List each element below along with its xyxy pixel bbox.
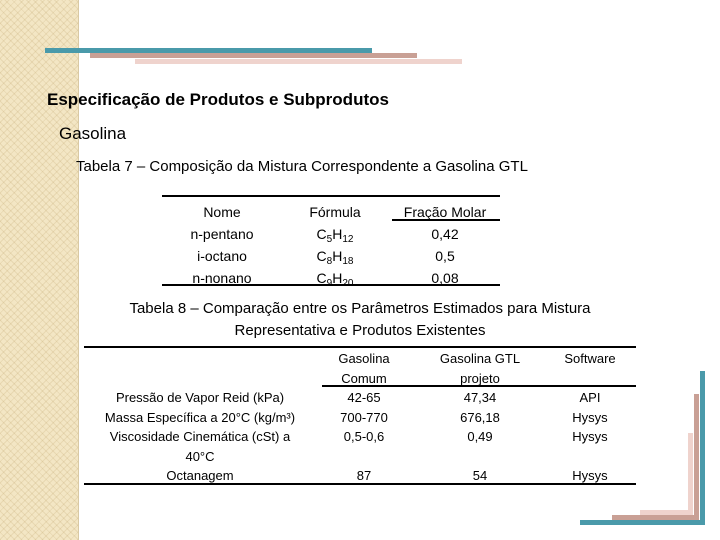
table8-cell-gtl: 0,49 xyxy=(467,429,493,444)
table8-cell-param: Pressão de Vapor Reid (kPa) xyxy=(115,390,285,405)
decorative-left-band xyxy=(0,0,79,540)
table7-cell-name: n-nonano xyxy=(192,270,252,286)
table7-col-name xyxy=(172,201,272,289)
table7-caption: Tabela 7 – Composição da Mistura Correspondente a Gasolina GTL xyxy=(76,158,528,175)
table7-cell-fraction: 0,42 xyxy=(431,226,459,242)
table7-header-name: Nome xyxy=(203,204,241,220)
table7-col-formula xyxy=(290,201,380,289)
table7-cell-fraction: 0,5 xyxy=(435,248,455,264)
decorative-bar-teal-bottom xyxy=(580,520,705,525)
decorative-vbar-pink-right xyxy=(688,433,693,515)
table8-cell-comum: 700-770 xyxy=(340,409,388,425)
decorative-vbar-teal-right xyxy=(700,371,705,525)
table8-rule-top xyxy=(84,346,636,348)
decorative-bar-rose-top xyxy=(90,53,417,58)
table8-cell-param-cont: 40°C xyxy=(185,448,215,464)
table8-header-gtl xyxy=(425,349,535,388)
table8-caption xyxy=(80,298,640,342)
table7-cell-name: i-octano xyxy=(197,248,247,264)
table8-cell-software: Hysys xyxy=(572,429,608,444)
table8-cell-param: Massa Específica a 20°C (kg/m³) xyxy=(104,409,296,425)
table8-header-gtl-line2: projeto xyxy=(460,370,500,386)
table8-cell-software: API xyxy=(579,390,601,405)
table8-caption-line2: Representativa e Produtos Existentes xyxy=(234,322,486,339)
table8-header-gtl-line1: Gasolina GTL xyxy=(439,351,521,366)
table8-header-comum-line1: Gasolina xyxy=(338,351,390,366)
table7-cell-formula: $C_9H_{20}$ xyxy=(316,270,354,289)
table8-caption-line1: Tabela 8 – Comparação entre os Parâmetros Estimados para Mistura xyxy=(129,300,591,317)
table8-col-comum xyxy=(319,388,409,486)
table8-col-software xyxy=(550,388,630,486)
table7-cell-formula: $C_5H_{12}$ xyxy=(316,226,354,245)
table8-cell-software: Hysys xyxy=(572,468,608,483)
table7-cell-name: n-pentano xyxy=(190,226,254,242)
table8-cell-comum: 0,5-0,6 xyxy=(343,429,385,444)
table7-cell-fraction: 0,08 xyxy=(431,270,459,286)
section-title: Gasolina xyxy=(59,124,127,143)
decorative-bar-rose-bottom xyxy=(612,515,699,520)
table7-header-fraction: Fração Molar xyxy=(403,204,487,220)
table8-col-param xyxy=(84,388,316,486)
decorative-vbar-rose-right xyxy=(694,394,699,520)
table8-header-software: Software xyxy=(564,351,616,366)
table8-cell-comum: 42-65 xyxy=(347,390,381,405)
table8-cell-param: Octanagem xyxy=(166,468,234,483)
table8-header-comum xyxy=(319,349,409,388)
table8-cell-gtl: 47,34 xyxy=(463,390,497,405)
table7-col-fraction xyxy=(390,201,500,289)
table8-cell-gtl: 54 xyxy=(472,468,488,483)
table8-header-comum-line2: Comum xyxy=(341,370,387,386)
table7-rule-top xyxy=(162,195,500,197)
page-title: Especificação de Produtos e Subprodutos xyxy=(47,90,389,109)
table8-cell-gtl: 676,18 xyxy=(460,409,500,425)
table7-header-formula: Fórmula xyxy=(309,204,361,220)
table8-cell-comum: 87 xyxy=(356,468,372,483)
table7-cell-formula: $C_8H_{18}$ xyxy=(316,248,354,267)
table8-col-gtl xyxy=(425,388,535,486)
decorative-bar-pink-top xyxy=(135,59,462,64)
table8-cell-param: Viscosidade Cinemática (cSt) a xyxy=(109,429,291,444)
decorative-bar-pink-bottom xyxy=(640,510,693,515)
table8-cell-software: Hysys xyxy=(572,409,608,425)
